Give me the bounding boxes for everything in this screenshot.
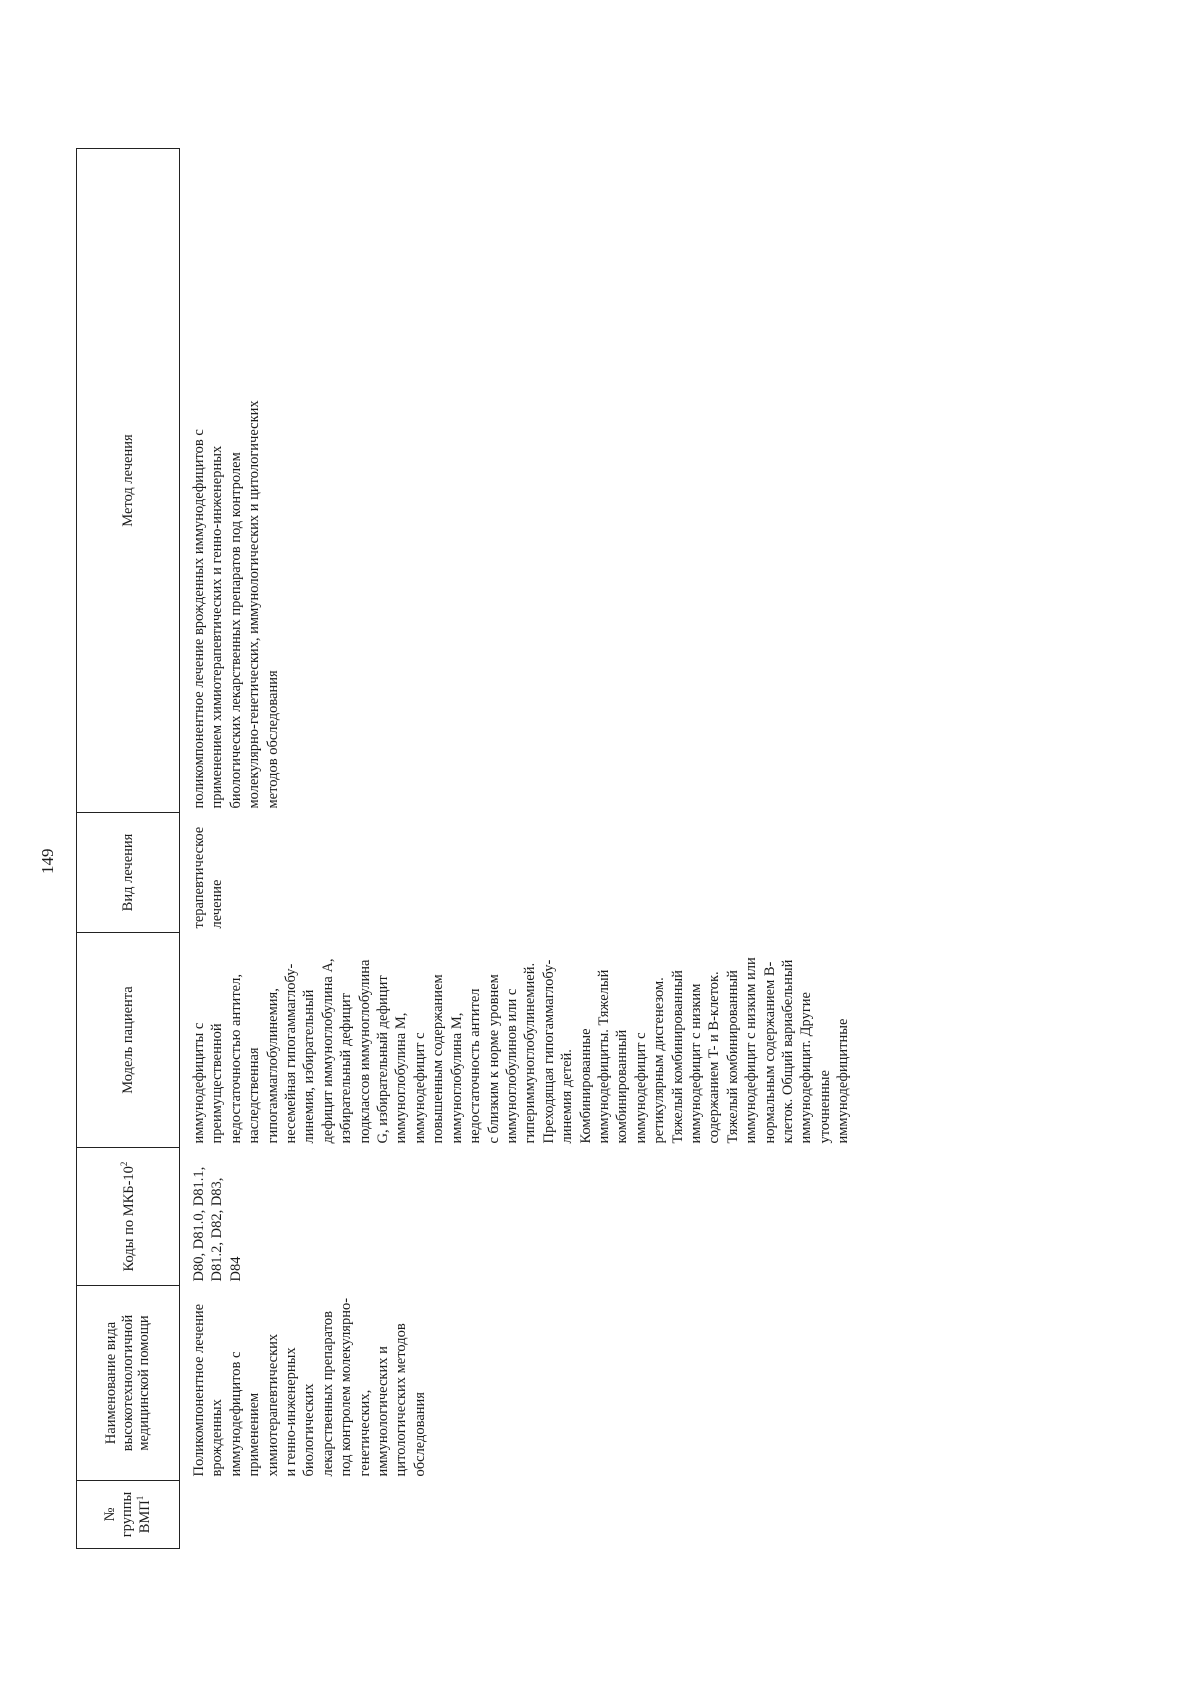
- cell-patient-model: иммунодефициты с преимущественной недостаточностью антител, наследственная гипогаммаглобулинемия, несемейная гипогаммаглобу- линемия, избирательный дефицит иммуноглобулина A, избирательный дефицит подклассов иммуноглобулина G, избирательный дефицит иммуноглобулина M, иммунодефицит с повышенным содержанием иммуноглобулина M, недостаточность антител с близким к норме уровнем иммуноглобулинов или с гипериммуноглобулинемией. Преходящая гипогаммаглобу- линемия детей. Комбинированные иммунодефициты. Тяжелый комбинированный иммунодефицит с ретикулярным дисгенезом. Тяжелый комбинированный иммунодефицит с низким содержанием T- и B-клеток. Тяжелый комбинированный иммунодефицит с низким или нормальным содержанием B- клеток. Общий вариабельный иммунодефицит. Другие уточненные иммунодефицитные: [191, 957, 852, 1144]
- cell-treatment-type: терапевтическое лечение: [191, 826, 226, 929]
- cell-group-no: [180, 1481, 853, 1549]
- header-vmp-name: Наименование вида высокотехнологичной медицинской помощи: [77, 1286, 180, 1481]
- table-row: [180, 149, 853, 1549]
- header-group-no: № группы ВМП$^1$: [77, 1481, 180, 1549]
- cell-vmp-name: Поликомпонентное лечение врожденных иммунодефицитов с применением химиотерапевтических и генно-инженерных биологических лекарственных препаратов под контролем молекулярно- генетических, иммунологических и цитологических методов обследования: [191, 1297, 428, 1477]
- page-number: 149: [38, 848, 57, 874]
- table-header-row: [77, 149, 180, 1549]
- vmp-table: [76, 149, 1161, 1549]
- header-treatment-type: Вид лечения: [77, 813, 180, 933]
- cell-mkb-codes: D80, D81.0, D81.1, D81.2, D82, D83, D84: [191, 1166, 244, 1282]
- header-mkb-codes: Коды по МКБ-$10^2$: [77, 1148, 180, 1286]
- header-patient-model: Модель пациента: [77, 933, 180, 1148]
- header-treatment-method: Метод лечения: [77, 149, 180, 813]
- cell-treatment-method: поликомпонентное лечение врожденных иммунодефицитов с применением химиотерапевтических и генно-инженерных биологических лекарственных препаратов под контролем молекулярно-генетических, иммунологических и цитологических методов обследования: [191, 400, 281, 809]
